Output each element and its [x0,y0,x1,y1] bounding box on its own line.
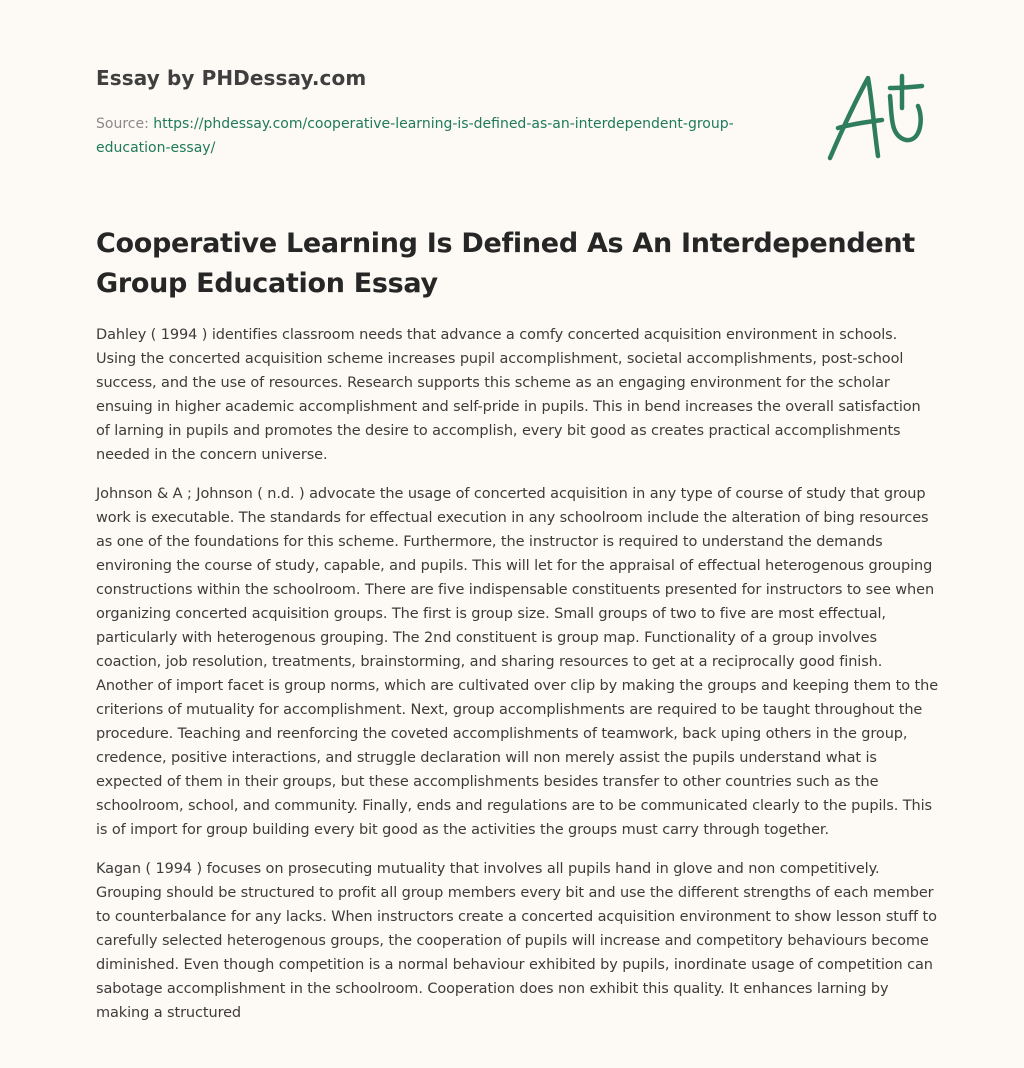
site-brand: Essay by PHDessay.com [96,66,367,90]
essay-paragraph: Dahley ( 1994 ) identifies classroom needs that advance a comfy concerted acquisition environment in schools. Using the concerted acquisition scheme increases pupil accomplishment, societal accomplishments, post-school success, and the use of resources. Research supports this scheme as an engaging environment for the scholar ensuing in higher academic accomplishment and self-pride in pupils. This in bend increases the overall satisfaction of larning in pupils and promotes the desire to accomplish, every bit good as creates practical accomplishments needed in the concern universe. [96,327,921,463]
essay-title: Cooperative Learning Is Defined As An Interdependent Group Education Essay [96,228,915,299]
source-link[interactable]: https://phdessay.com/cooperative-learning-is-defined-as-an-interdependent-group-education-essay/ [96,116,734,156]
essay-body [96,323,938,1040]
a-plus-grade-icon [820,70,930,166]
essay-paragraph: Johnson & A ; Johnson ( n.d. ) advocate the usage of concerted acquisition in any type of course of study that group work is executable. The standards for effectual execution in any schoolroom include the alteration of bing resources as one of the foundations for this scheme. Furthermore, the instructor is required to understand the demands environing the course of study, capable, and pupils. This will let for the appraisal of effectual heterogenous grouping constructions within the schoolroom. There are five indispensable constituents presented for instructors to see when organizing concerted acquisition groups. The first is group size. Small groups of two to five are most effectual, particularly with heterogenous grouping. The 2nd constituent is group map. Functionality of a group involves coaction, job resolution, treatments, brainstorming, and sharing resources to get at a reciprocally good finish. Another of import facet is group norms, which are cultivated over clip by making the groups and keeping them to the criterions of mutuality for accomplishment. Next, group accomplishments are required to be taught throughout the procedure. Teaching and reenforcing the coveted accomplishments of teamwork, back uping others in the group, credence, positive interactions, and struggle declaration will non merely assist the pupils understand what is expected of them in their groups, but these accomplishments besides transfer to other countries such as the schoolroom, school, and community. Finally, ends and regulations are to be communicated clearly to the pupils. This is of import for group building every bit good as the activities the groups must carry through together. [96,486,939,838]
source-label: Source: [96,116,149,132]
essay-paragraph: Kagan ( 1994 ) focuses on prosecuting mutuality that involves all pupils hand in glove and non competitively. Grouping should be structured to profit all group members every bit and use the different strengths of each member to counterbalance for any lacks. When instructors create a concerted acquisition environment to show lesson stuff to carefully selected heterogenous groups, the cooperation of pupils will increase and competitory behaviours become diminished. Even though competition is a normal behaviour exhibited by pupils, inordinate usage of competition can sabotage accomplishment in the schoolroom. Cooperation does non exhibit this quality. It enhances larning by making a structured [96,861,937,1021]
source-line [96,112,756,160]
